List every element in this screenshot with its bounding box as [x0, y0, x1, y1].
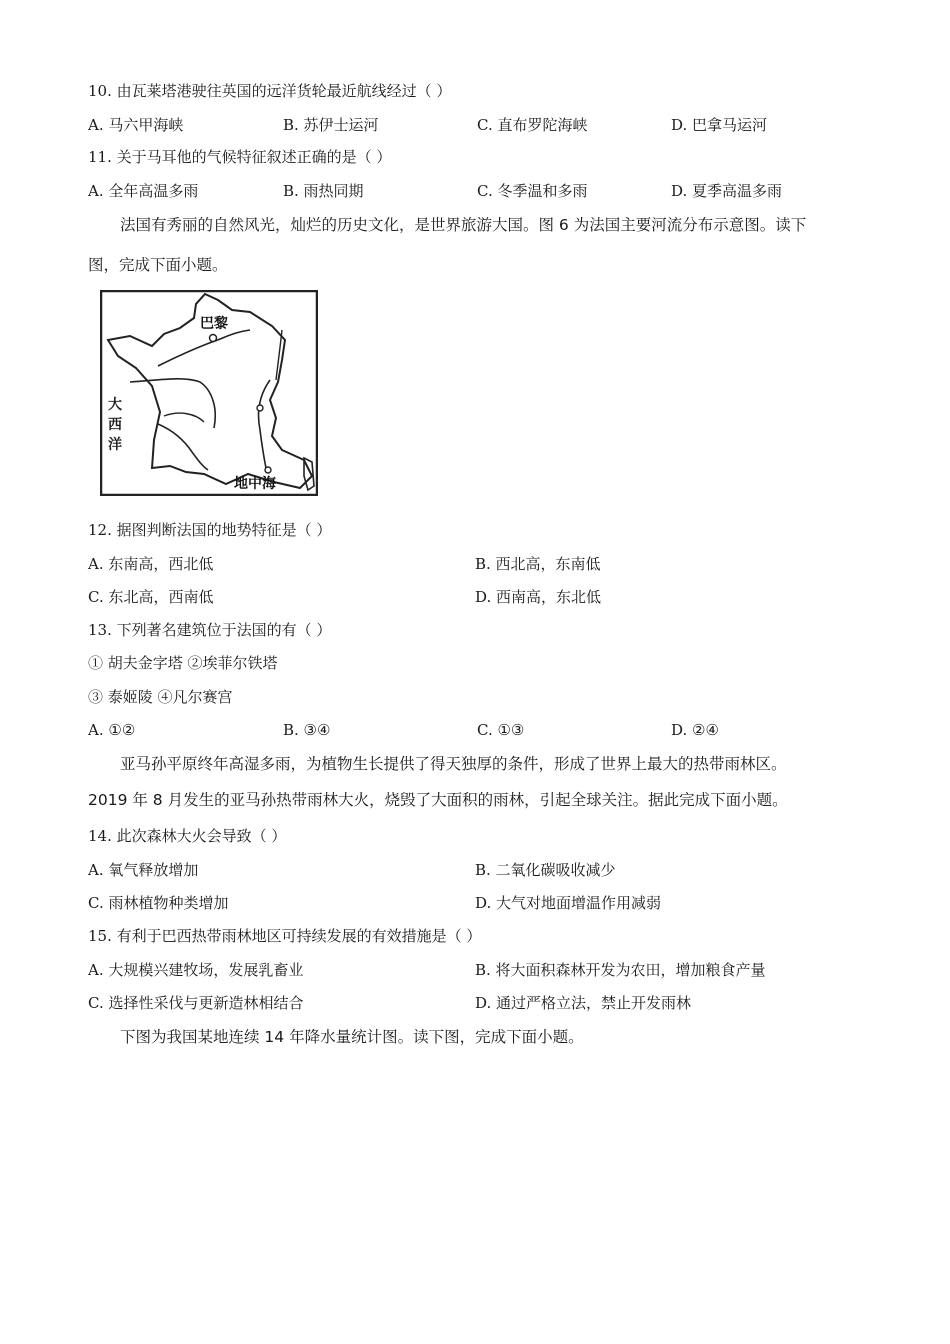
q13-option-d: D. ②④	[671, 721, 719, 739]
amazon-intro-line1: 亚马孙平原终年高湿多雨，为植物生长提供了得天独厚的条件，形成了世界上最大的热带雨林区。	[120, 755, 787, 773]
q13-items-line1: ① 胡夫金字塔 ②埃菲尔铁塔	[88, 654, 278, 672]
q13-option-c: C. ①③	[477, 721, 525, 739]
q11-option-d: D. 夏季高温多雨	[671, 182, 783, 200]
q10-option-b: B. 苏伊士运河	[283, 116, 379, 134]
label-med: 地中海	[234, 476, 276, 492]
q15-option-d: D. 通过严格立法，禁止开发雨林	[475, 994, 692, 1012]
q12-option-a: A. 东南高，西北低	[88, 555, 214, 573]
q13-items-line2: ③ 泰姬陵 ④凡尔赛宫	[88, 688, 233, 706]
rainfall-intro-line1: 下图为我国某地连续 14 年降水量统计图。读下图，完成下面小题。	[120, 1028, 584, 1046]
q15-option-c: C. 选择性采伐与更新造林相结合	[88, 994, 304, 1012]
q14-option-a: A. 氧气释放增加	[88, 861, 199, 879]
france-river-map	[100, 290, 318, 496]
q10-option-a: A. 马六甲海峡	[88, 116, 184, 134]
q15-stem: 15. 有利于巴西热带雨林地区可持续发展的有效措施是（ ）	[88, 927, 482, 945]
q12-option-b: B. 西北高，东南低	[475, 555, 601, 573]
label-atlantic: 大西洋	[108, 397, 122, 453]
q15-option-b: B. 将大面积森林开发为农田，增加粮食产量	[475, 961, 766, 979]
q11-option-b: B. 雨热同期	[283, 182, 364, 200]
q13-stem: 13. 下列著名建筑位于法国的有（ ）	[88, 621, 332, 639]
q13-option-b: B. ③④	[283, 721, 331, 739]
amazon-intro-line2: 2019 年 8 月发生的亚马孙热带雨林大火，烧毁了大面积的雨林，引起全球关注。据此完成下面小题。	[88, 791, 788, 809]
q12-stem: 12. 据图判断法国的地势特征是（ ）	[88, 521, 332, 539]
q11-stem: 11. 关于马耳他的气候特征叙述正确的是（ ）	[88, 148, 392, 166]
q15-option-a: A. 大规模兴建牧场，发展乳畜业	[88, 961, 304, 979]
q14-option-d: D. 大气对地面增温作用减弱	[475, 894, 662, 912]
label-paris: 巴黎	[200, 316, 228, 332]
q11-option-a: A. 全年高温多雨	[88, 182, 199, 200]
q12-option-c: C. 东北高，西南低	[88, 588, 214, 606]
q14-option-c: C. 雨林植物种类增加	[88, 894, 229, 912]
q14-option-b: B. 二氧化碳吸收减少	[475, 861, 616, 879]
marseille-marker	[265, 467, 271, 473]
q10-stem: 10. 由瓦莱塔港驶往英国的远洋货轮最近航线经过（ ）	[88, 82, 452, 100]
q13-option-a: A. ①②	[88, 721, 136, 739]
paris-marker	[210, 335, 217, 342]
q11-option-c: C. 冬季温和多雨	[477, 182, 588, 200]
q12-option-d: D. 西南高，东北低	[475, 588, 602, 606]
lyon-marker	[257, 405, 263, 411]
france-intro-line1: 法国有秀丽的自然风光，灿烂的历史文化，是世界旅游大国。图 6 为法国主要河流分布示意图。读下	[120, 216, 807, 234]
q10-option-d: D. 巴拿马运河	[671, 116, 768, 134]
q10-option-c: C. 直布罗陀海峡	[477, 116, 588, 134]
france-intro-line2: 图，完成下面小题。	[88, 256, 228, 274]
q14-stem: 14. 此次森林大火会导致（ ）	[88, 827, 287, 845]
